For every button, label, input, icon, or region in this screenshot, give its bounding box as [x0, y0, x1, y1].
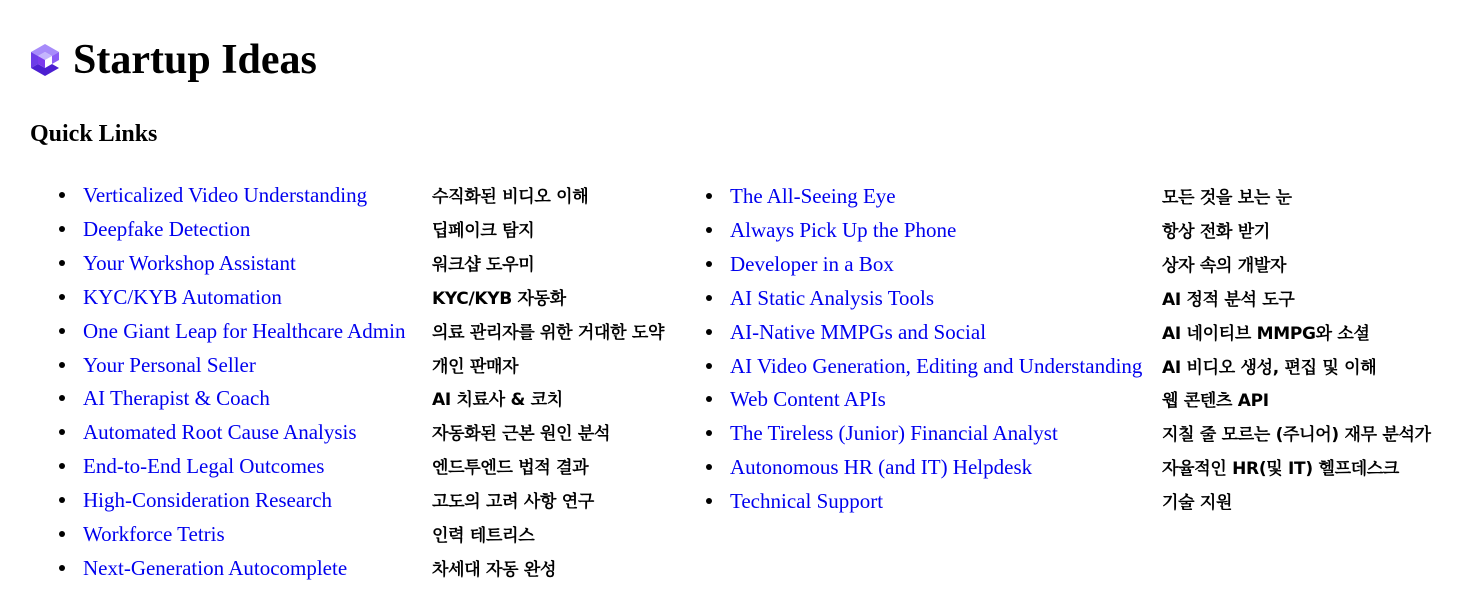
bullet-icon: [59, 328, 65, 334]
bullet-icon: [706, 464, 712, 470]
quick-link-ai-static-analysis-tools[interactable]: AI Static Analysis Tools: [730, 286, 935, 310]
quick-link-end-to-end-legal-outcomes[interactable]: End-to-End Legal Outcomes: [83, 454, 325, 478]
korean-translation-your-personal-seller: 개인 판매자: [432, 357, 519, 377]
korean-translation-developer-in-a-box: 상자 속의 개발자: [1162, 256, 1287, 276]
korean-translation-next-generation-autocomplete: 차세대 자동 완성: [432, 560, 557, 580]
korean-translation-technical-support: 기술 지원: [1162, 493, 1233, 513]
quick-link-the-all-seeing-eye[interactable]: The All-Seeing Eye: [730, 184, 896, 208]
bullet-icon: [59, 497, 65, 503]
bullet-icon: [59, 294, 65, 300]
korean-translation-ai-video-generation-editing-and-understanding: AI 비디오 생성, 편집 및 이해: [1162, 358, 1377, 378]
quick-link-automated-root-cause-analysis[interactable]: Automated Root Cause Analysis: [83, 420, 357, 444]
quick-link-the-tireless-junior-financial-analyst[interactable]: The Tireless (Junior) Financial Analyst: [730, 421, 1058, 445]
bullet-icon: [706, 329, 712, 335]
korean-translation-always-pick-up-the-phone: 항상 전화 받기: [1162, 222, 1270, 242]
bullet-icon: [706, 363, 712, 369]
korean-translation-high-consideration-research: 고도의 고려 사항 연구: [432, 492, 594, 512]
bullet-icon: [59, 395, 65, 401]
korean-translation-autonomous-hr-and-it-helpdesk: 자율적인 HR(및 IT) 헬프데스크: [1162, 459, 1400, 479]
quick-link-deepfake-detection[interactable]: Deepfake Detection: [83, 217, 251, 241]
quick-link-ai-native-mmpgs-and-social[interactable]: AI-Native MMPGs and Social: [730, 320, 987, 344]
quick-link-your-workshop-assistant[interactable]: Your Workshop Assistant: [83, 251, 296, 275]
bullet-icon: [59, 565, 65, 571]
quick-link-ai-video-generation-editing-and-understanding[interactable]: AI Video Generation, Editing and Understanding: [730, 354, 1143, 378]
bullet-icon: [59, 429, 65, 435]
quick-link-ai-therapist-coach[interactable]: AI Therapist & Coach: [83, 386, 270, 410]
korean-translation-ai-therapist-coach: AI 치료사 & 코치: [432, 390, 563, 410]
bullet-icon: [706, 430, 712, 436]
quick-link-kyc-kyb-automation[interactable]: KYC/KYB Automation: [83, 285, 282, 309]
quick-link-workforce-tetris[interactable]: Workforce Tetris: [83, 522, 225, 546]
korean-translation-end-to-end-legal-outcomes: 엔드투엔드 법적 결과: [432, 458, 589, 478]
quick-link-your-personal-seller[interactable]: Your Personal Seller: [83, 353, 256, 377]
bullet-icon: [59, 362, 65, 368]
korean-translation-one-giant-leap-for-healthcare-admin: 의료 관리자를 위한 거대한 도약: [432, 323, 665, 343]
bullet-icon: [706, 498, 712, 504]
bullet-icon: [59, 463, 65, 469]
quick-link-developer-in-a-box[interactable]: Developer in a Box: [730, 252, 894, 276]
page-title: Startup Ideas: [73, 37, 317, 83]
bullet-icon: [706, 261, 712, 267]
quick-links-heading: Quick Links: [30, 121, 158, 147]
korean-translation-your-workshop-assistant: 워크샵 도우미: [432, 255, 535, 275]
bullet-icon: [706, 227, 712, 233]
bullet-icon: [706, 295, 712, 301]
quick-link-verticalized-video-understanding[interactable]: Verticalized Video Understanding: [83, 183, 368, 207]
page-header: [27, 34, 317, 86]
bullet-icon: [706, 396, 712, 402]
korean-translation-automated-root-cause-analysis: 자동화된 근본 원인 분석: [432, 424, 611, 444]
bullet-icon: [59, 226, 65, 232]
quick-link-web-content-apis[interactable]: Web Content APIs: [730, 387, 886, 411]
quick-link-autonomous-hr-and-it-helpdesk[interactable]: Autonomous HR (and IT) Helpdesk: [730, 455, 1033, 479]
quick-link-high-consideration-research[interactable]: High-Consideration Research: [83, 488, 333, 512]
quick-link-next-generation-autocomplete[interactable]: Next-Generation Autocomplete: [83, 556, 348, 580]
bullet-icon: [59, 531, 65, 537]
bullet-icon: [59, 260, 65, 266]
korean-translation-the-all-seeing-eye: 모든 것을 보는 눈: [1162, 188, 1292, 208]
korean-translation-workforce-tetris: 인력 테트리스: [432, 526, 535, 546]
korean-translation-ai-native-mmpgs-and-social: AI 네이티브 MMPG와 소셜: [1162, 324, 1370, 344]
korean-translation-deepfake-detection: 딥페이크 탐지: [432, 221, 535, 241]
korean-translation-the-tireless-junior-financial-analyst: 지칠 줄 모르는 (주니어) 재무 분석가: [1162, 425, 1431, 445]
purple-cube-logo-icon: [27, 42, 63, 78]
bullet-icon: [59, 192, 65, 198]
quick-link-always-pick-up-the-phone[interactable]: Always Pick Up the Phone: [730, 218, 957, 242]
korean-translation-verticalized-video-understanding: 수직화된 비디오 이해: [432, 187, 589, 207]
quick-link-technical-support[interactable]: Technical Support: [730, 489, 884, 513]
korean-translation-kyc-kyb-automation: KYC/KYB 자동화: [432, 289, 566, 309]
bullet-icon: [706, 193, 712, 199]
korean-translation-ai-static-analysis-tools: AI 정적 분석 도구: [1162, 290, 1295, 310]
korean-translation-web-content-apis: 웹 콘텐츠 API: [1162, 391, 1269, 411]
quick-link-one-giant-leap-for-healthcare-admin[interactable]: One Giant Leap for Healthcare Admin: [83, 319, 406, 343]
